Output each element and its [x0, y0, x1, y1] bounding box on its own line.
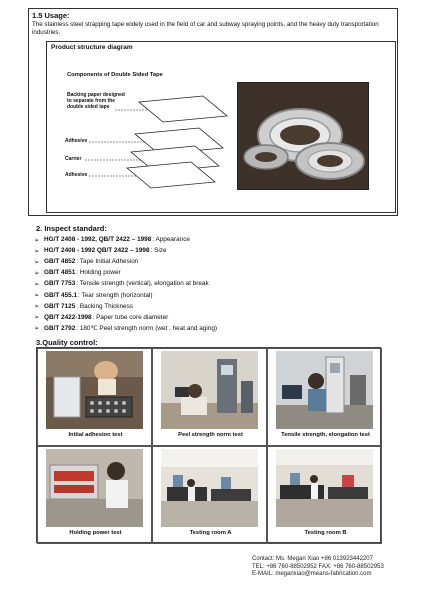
arrow-bullet-icon: ➢ [34, 303, 40, 311]
arrow-bullet-icon: ➢ [34, 269, 40, 277]
arrow-bullet-icon: ➢ [34, 247, 40, 255]
carrier-label: Carrier [65, 156, 82, 162]
arrow-bullet-icon: ➢ [34, 280, 40, 288]
caption-holding-power: Holding power test [69, 530, 122, 536]
testing-room-a-photo [161, 449, 258, 527]
product-structure-panel [46, 41, 396, 213]
contact-phone-fax: TEL: +86 760-88502952 FAX: +86 760-88502953 [252, 563, 384, 570]
quality-control-grid [36, 347, 381, 543]
arrow-bullet-icon: ➢ [34, 314, 40, 322]
list-item: ➢ GB/T 455.1 : Tear strength (horizontal) [34, 291, 153, 300]
list-item: ➢ GB/T 4851 : Holding power [34, 269, 121, 277]
tape-rolls-photo [237, 82, 369, 190]
adhesive-bottom-label: Adhesive [65, 172, 88, 178]
usage-heading: 1.5 Usage: [32, 11, 70, 20]
usage-section [28, 8, 398, 216]
components-label: Components of Double Sided Tape [67, 72, 163, 78]
structure-heading: Product structure diagram [51, 44, 133, 51]
inspect-standard-list [34, 234, 217, 334]
peel-strength-photo [161, 351, 258, 429]
arrow-bullet-icon: ➢ [34, 325, 40, 333]
list-item: ➢ HG/T 2408 - 1992 QB/T 2422 – 1998 : Size [34, 247, 167, 255]
list-item: ➢ GB/T 7753 : Tensile strength (vertical), elongation at break [34, 280, 209, 288]
arrow-bullet-icon: ➢ [34, 258, 40, 266]
quality-cell-testing-room-b [267, 446, 382, 544]
quality-cell-peel-strength [152, 348, 267, 446]
caption-tensile-strength: Tensile strength, elongation test [281, 432, 370, 438]
caption-peel-strength: Peel strength norm test [178, 432, 243, 438]
arrow-bullet-icon: ➢ [34, 292, 40, 300]
usage-description: The stainless steel strapping tape widely used in the field of car and subway spraying points, and the heavy duty transportation industries. [32, 21, 379, 36]
list-item: ➢ QB/T 2422-1998 : Paper tube core diameter [34, 313, 169, 322]
caption-testing-room-b: Testing room B [304, 530, 347, 536]
list-item: ➢ HG/T 2408 - 1992, QB/T 2422 – 1998 : Appearance [34, 236, 190, 244]
testing-room-b-photo [276, 449, 373, 527]
list-item: ➢ GB/T 2792 : 180℃ Peel strength norm (wet , heat and aging) [34, 324, 218, 333]
list-item: ➢ GB/T 4852 : Tape Initial Adhesion [34, 258, 139, 266]
contact-footer [252, 556, 384, 579]
quality-cell-tensile-strength [267, 348, 382, 446]
contact-email: E-MAIL: meganxiao@means-fabrication.com [252, 571, 372, 578]
list-item: ➢ GB/T 7125 : Backing Thickness [34, 302, 133, 311]
holding-power-photo [46, 449, 143, 527]
backing-paper-label: Backing paper designed to separate from the double sided tape [67, 92, 125, 110]
caption-initial-adhesion: Initial adhesion test [68, 432, 123, 438]
arrow-bullet-icon: ➢ [34, 236, 40, 244]
caption-testing-room-a: Testing room A [189, 530, 232, 536]
quality-cell-testing-room-a [152, 446, 267, 544]
tape-layer-diagram [53, 86, 233, 210]
contact-person: Contact: Ms. Megan Xiao +86 013923442207 [252, 556, 373, 562]
inspect-heading: 2. Inspect standard: [36, 224, 107, 233]
initial-adhesion-photo [46, 351, 143, 429]
tensile-strength-photo [276, 351, 373, 429]
quality-cell-holding-power [37, 446, 152, 544]
adhesive-top-label: Adhesive [65, 138, 88, 144]
quality-cell-initial-adhesion [37, 348, 152, 446]
quality-heading: 3.Quality control: [36, 338, 98, 347]
